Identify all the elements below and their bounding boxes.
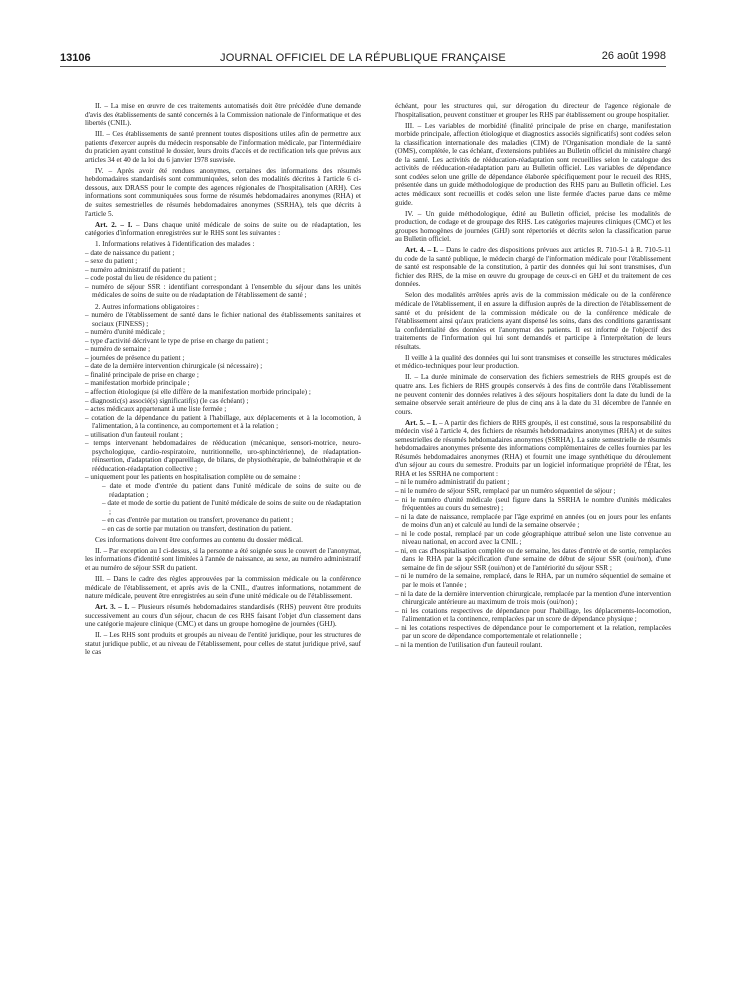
paragraph-text: – actes médicaux appartenant à une liste fermée ; xyxy=(85,405,227,414)
paragraph-text: – date et mode de sortie du patient de l'unité médicale de soins de suite ou de réadaptation ; xyxy=(102,499,361,516)
paragraph-text: – utilisation d'un fauteuil roulant ; xyxy=(85,430,183,439)
paragraph xyxy=(85,303,361,312)
paragraph-text: échéant, pour les structures qui, sur dérogation du directeur de l'agence régionale de l'hospitalisation, peuvent constituer et grouper les RHS par établissement ou groupe hospitalier. xyxy=(395,102,671,119)
article-label: Art. 5. – I. xyxy=(405,418,437,427)
header-rule xyxy=(60,66,666,67)
paragraph-text: IV. – Un guide méthodologique, édité au Bulletin officiel, précise les modalités de production, de codage et de groupage des RHS. Les catégories majeures cliniques (CMC) et les groupes homogènes de journées (GHJ) sont répertoriés et décrits selon la classification parue au Bulletin officiel. xyxy=(395,209,671,244)
paragraph-text: – ni le numéro administratif du patient ; xyxy=(395,478,510,487)
publication-date: 26 août 1998 xyxy=(601,50,666,62)
article-label: Art. 3. – I. xyxy=(95,603,130,612)
list-item xyxy=(85,257,361,266)
right-column xyxy=(395,102,671,649)
paragraph-text: – manifestation morbide principale ; xyxy=(85,379,190,388)
paragraph-text: – numéro d'unité médicale ; xyxy=(85,328,165,337)
paragraph-text: – Plusieurs résumés hebdomadaires standardisés (RHS) peuvent être produits successivement au cours d'un séjour, chacun de ces RHS faisant l'objet d'un classement dans une catégorie majeure clinique (CMC) et dans un groupe homogène de journées (GHJ). xyxy=(85,603,361,629)
list-item xyxy=(85,371,361,380)
paragraph-text: – numéro de semaine ; xyxy=(85,345,151,354)
list-item xyxy=(395,530,671,547)
list-item xyxy=(85,266,361,275)
list-item xyxy=(85,337,361,346)
list-item xyxy=(85,328,361,337)
paragraph-text: Selon des modalités arrêtées après avis de la commission médicale ou de la conférence médicale de l'établissement, il en assure la diffusion auprès de la direction de l'établissement de santé et du président de la commission médicale ou de la conférence médicale de l'établissement ainsi qu'aux praticiens ayant dispensé les soins, dans des conditions garantissant la confidentialité des données et l'anonymat des patients. Il est informé de l'objectif des traitements de l'information qui lui sont demandés et participe à l'interprétation de leurs résultats. xyxy=(395,291,671,351)
journal-title: JOURNAL OFFICIEL DE LA RÉPUBLIQUE FRANÇAISE xyxy=(220,52,506,64)
paragraph-text: II. – Les RHS sont produits et groupés au niveau de l'entité juridique, pour les structures de statut juridique public, et au niveau de l'établissement, pour celles de statut juridique privé, sauf le cas xyxy=(85,631,361,657)
list-item xyxy=(85,482,361,499)
article-label: Art. 2. – I. xyxy=(95,220,133,229)
paragraph xyxy=(395,373,671,416)
paragraph-text: Il veille à la qualité des données qui lui sont transmises et conseille les structures médicales et médico-techniques pour leur production. xyxy=(395,353,671,371)
paragraph-text: Ces informations doivent être conformes au contenu du dossier médical. xyxy=(95,535,303,544)
paragraph-text: – Dans le cadre des dispositions prévues aux articles R. 710-5-1 à R. 710-5-11 du code de la santé publique, le médecin chargé de l'information médicale pour l'établissement de santé est responsable de la constitution, à partir des données qui lui sont transmises, d'un fichier des RHS, de la mise en œuvre du groupage de ceux-ci en GHJ et du traitement de ces données. xyxy=(395,246,671,289)
list-item xyxy=(395,547,671,573)
paragraph-text: – temps intervenant hebdomadaires de rééducation (mécanique, sensori-motrice, neuro-psychologique, cardio-respiratoire, nutritionnelle, uro-sphinctérienne), de réadaptation-réinsertion, d'adaptation d'appareillage, de bilans, de physiothérapie, de balnéothérapie et de rééducation-réadaptation collective ; xyxy=(85,439,361,473)
list-item xyxy=(85,354,361,363)
paragraph xyxy=(85,130,361,164)
list-item xyxy=(85,473,361,482)
list-item xyxy=(85,439,361,473)
paragraph-text: – ni la date de naissance, remplacée par l'âge exprimé en années (ou en jours pour les enfants de moins d'un an) et calculé au lundi de la semaine observée ; xyxy=(395,512,671,530)
list-item xyxy=(85,345,361,354)
paragraph xyxy=(85,575,361,601)
list-item xyxy=(85,414,361,431)
paragraph-text: – code postal du lieu de résidence du patient ; xyxy=(85,274,217,283)
paragraph-text: – ni la date de la dernière intervention chirurgicale, remplacée par la mention d'une intervention chirurgicale antérieure au maximum de trois mois (oui/non) ; xyxy=(395,589,671,607)
list-item xyxy=(85,397,361,406)
paragraph-text: – date et mode d'entrée du patient dans l'unité médicale de soins de suite ou de réadaptation ; xyxy=(102,482,361,499)
list-item xyxy=(395,487,671,496)
paragraph xyxy=(395,122,671,207)
list-item xyxy=(85,388,361,397)
paragraph-text: – en cas d'entrée par mutation ou transfert, provenance du patient ; xyxy=(102,516,294,525)
paragraph xyxy=(85,221,361,238)
list-item xyxy=(85,311,361,328)
paragraph-text: – date de naissance du patient ; xyxy=(85,248,175,257)
paragraph-text: – en cas de sortie par mutation ou transfert, destination du patient. xyxy=(102,524,292,533)
paragraph-text: – numéro de l'établissement de santé dans le fichier national des établissements sanitaires et sociaux (FINESS) ; xyxy=(85,311,361,328)
paragraph-text: – ni le code postal, remplacé par un code géographique attribué selon une liste convenue au niveau national, en accord avec la CNIL ; xyxy=(395,529,671,547)
paragraph-text: – ni les cotations respectives de dépendance pour l'habillage, les déplacements-locomotion, l'alimentation et la continence, remplacées par un score de dépendance physique ; xyxy=(395,606,671,624)
list-item xyxy=(85,516,361,525)
paragraph-text: – A partir des fichiers de RHS groupés, il est constitué, sous la responsabilité du médecin visé à l'article 4, des fichiers de résumés hebdomadaires anonymes (RHA) et de suites semestrielles de résumés hebdomadaires anonymes (SSRHA). La suite semestrielle de résumés hebdomadaires anonymes présente des informations complémentaires de celles fournies par les Résumés hebdomadaires anonymes (RHA) et fournit une image synthétique du déroulement d'un séjour au cours du semestre. Produits par un logiciel informatique propriété de l'État, les RHA et les SSRHA ne comportent : xyxy=(395,418,672,478)
paragraph-text: – ni, en cas d'hospitalisation complète ou de semaine, les dates d'entrée et de sortie, remplacées dans le RHA par la spécification d'une semaine de début de séjour SSR (oui/non), d'une semaine de fin de séjour SSR (oui/non) et de l'antériorité du séjour SSR ; xyxy=(395,546,671,572)
paragraph-text: – finalité principale de prise en charge ; xyxy=(85,370,199,379)
paragraph xyxy=(395,246,671,289)
paragraph xyxy=(85,102,361,128)
list-item xyxy=(85,525,361,534)
paragraph-text: – ni les cotations respectives de dépendance pour le comportement et la relation, remplacées par un score de dépendance comportementale et relationnelle ; xyxy=(395,623,671,641)
paragraph xyxy=(85,167,361,218)
list-item xyxy=(85,499,361,516)
paragraph-text: – uniquement pour les patients en hospitalisation complète ou de semaine : xyxy=(85,473,301,482)
paragraph-text: IV. – Après avoir été rendues anonymes, certaines des informations des résumés hebdomadaires standardisés sont communiquées, selon des modalités décrites à l'article 6 ci-dessous, aux DRASS pour le compte des agences régionales de l'hospitalisation (ARH). Ces informations sont communiquées sous forme de résumés hebdomadaires anonymes (RHA) et de suites semestrielles de résumés hebdomadaires anonymes (SSRHA), tels que décrits à l'article 5. xyxy=(85,166,361,218)
list-item xyxy=(85,249,361,258)
article-label: Art. 4. – I. xyxy=(405,246,438,255)
list-item xyxy=(85,274,361,283)
paragraph-text: – numéro de séjour SSR : identifiant correspondant à l'ensemble du séjour dans les unités médicales de soins de suite ou de réadaptation de l'établissement de santé ; xyxy=(85,282,361,300)
paragraph-text: III. – Les variables de morbidité (finalité principale de prise en charge, manifestation morbide principale, affection étiologique et diagnostics associés significatifs) sont codées selon la classification internationale des maladies (CIM) de l'Organisation mondiale de la santé (OMS), complétée, le cas échéant, d'extensions publiées au Bulletin officiel du ministère chargé de la santé. Les activités de rééducation-réadaptation sont recueillies selon le catalogue des activités de rééducation-réadaptation paru au Bulletin officiel. Les variables de dépendance sont codées selon une grille de dépendance élaborée spécifiquement pour le recueil des RHS, présentée dans un guide méthodologique de production des RHS paru au Bulletin officiel. Les actes médicaux sont recueillis et codés selon une liste fermée d'actes parue dans ce même guide. xyxy=(395,121,671,207)
left-column xyxy=(85,102,361,657)
paragraph-text: 1. Informations relatives à l'identification des malades : xyxy=(95,240,255,249)
list-item xyxy=(85,431,361,440)
paragraph-text: – ni la mention de l'utilisation d'un fauteuil roulant. xyxy=(395,640,543,649)
paragraph xyxy=(85,603,361,629)
paragraph-text: – ni le numéro d'unité médicale (seul figure dans la SSRHA le nombre d'unités médicales fréquentées au cours du semestre) ; xyxy=(395,495,671,513)
paragraph xyxy=(395,354,671,371)
paragraph xyxy=(395,419,671,479)
paragraph-text: – sexe du patient ; xyxy=(85,257,138,266)
paragraph xyxy=(395,102,671,119)
paragraph-text: – affection étiologique (si elle diffère de la manifestation morbide principale) ; xyxy=(85,388,311,396)
list-item xyxy=(395,624,671,641)
list-item xyxy=(395,478,671,487)
page-number: 13106 xyxy=(60,52,91,64)
list-item xyxy=(85,379,361,388)
paragraph-text: III. – Dans le cadre des règles approuvées par la commission médicale ou la conférence médicale de l'établissement, et après avis de la CNIL, d'autres informations, notamment de nature médicale, peuvent être enregistrées au sein d'une unité médicale ou de l'établissement. xyxy=(85,574,361,601)
list-item xyxy=(395,607,671,624)
paragraph-text: III. – Ces établissements de santé prennent toutes dispositions utiles afin de permettre aux patients d'exercer auprès du médecin responsable de l'information médicale, par l'intermédiaire du praticien ayant constitué le dossier, leurs droits d'accès et de rectification tels que prévus aux articles 34 et 40 de la loi du 6 janvier 1978 susvisée. xyxy=(85,130,361,164)
list-item xyxy=(395,513,671,530)
paragraph-text: – numéro administratif du patient ; xyxy=(85,265,186,274)
paragraph xyxy=(85,240,361,249)
list-item xyxy=(395,572,671,589)
paragraph xyxy=(395,210,671,244)
list-item xyxy=(85,283,361,300)
list-item xyxy=(395,641,671,650)
paragraph xyxy=(85,536,361,545)
paragraph xyxy=(85,547,361,573)
paragraph xyxy=(85,631,361,657)
paragraph-text: II. – Par exception au I ci-dessus, si la personne a été soignée sous le couvert de l'anonymat, les informations d'identité sont limitées à l'année de naissance, au sexe, au numéro administratif et au numéro de séjour SSR du patient. xyxy=(85,546,361,572)
paragraph-text: II. – La mise en œuvre de ces traitements automatisés doit être précédée d'une demande d'avis des établissements de santé concernés à la Commission nationale de l'informatique et des libertés (CNIL). xyxy=(85,102,361,128)
list-item xyxy=(85,362,361,371)
paragraph-text: – diagnostic(s) associé(s) significatif(s) (le cas échéant) ; xyxy=(85,396,249,405)
paragraph-text: 2. Autres informations obligatoires : xyxy=(95,302,200,311)
page-header xyxy=(60,50,666,66)
paragraph-text: – cotation de la dépendance du patient à l'habillage, aux déplacements et à la locomotion, à l'alimentation, à la continence, au comportement et à la relation ; xyxy=(85,413,361,431)
paragraph-text: – ni le numéro de la semaine, remplacé, dans le RHA, par un numéro séquentiel de semaine et par le mois et l'année ; xyxy=(395,572,671,590)
paragraph-text: – date de la dernière intervention chirurgicale (si nécessaire) ; xyxy=(85,362,263,371)
list-item xyxy=(85,405,361,414)
paragraph-text: – type d'activité décrivant le type de prise en charge du patient ; xyxy=(85,336,269,345)
list-item xyxy=(395,590,671,607)
paragraph-text: – Dans chaque unité médicale de soins de suite ou de réadaptation, les catégories d'information enregistrées sur le RHS sont les suivantes : xyxy=(85,220,361,238)
list-item xyxy=(395,496,671,513)
paragraph-text: – journées de présence du patient ; xyxy=(85,353,185,362)
paragraph-text: II. – La durée minimale de conservation des fichiers semestriels de RHS groupés est de quatre ans. Les fichiers de RHS groupés conservés à des fins de contrôle dans l'établissement ne peuvent contenir des données relatives à des séjours hospitaliers dont la date du lundi de la semaine observée serait antérieure de plus de cinq ans à la date du 31 décembre de l'année en cours. xyxy=(395,373,671,416)
paragraph-text: – ni le numéro de séjour SSR, remplacé par un numéro séquentiel de séjour ; xyxy=(395,487,616,496)
paragraph xyxy=(395,291,671,351)
